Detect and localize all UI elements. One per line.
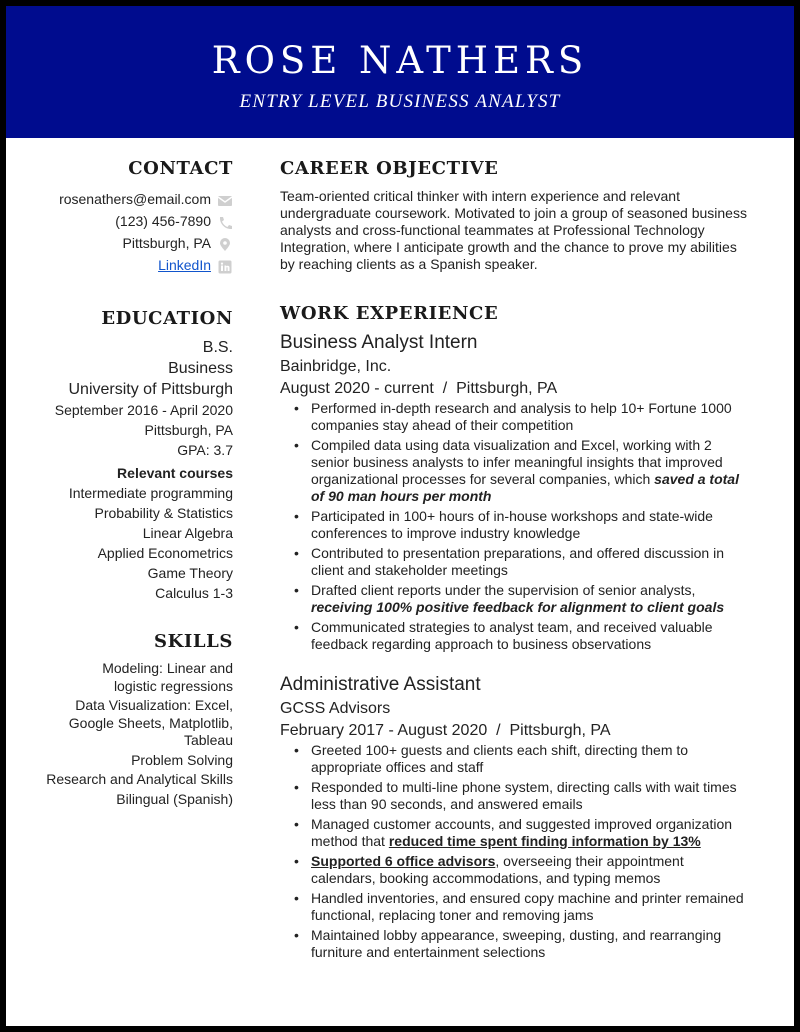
candidate-title: ENTRY LEVEL BUSINESS ANALYST — [239, 91, 561, 112]
major: Business — [168, 360, 233, 377]
skills-heading: SKILLS — [154, 631, 233, 652]
contact-heading: CONTACT — [128, 158, 233, 179]
objective-text: Team-oriented critical thinker with intern experience and relevant undergraduate coursework. Motivated to join a group of seasoned business analysts and cross-functional teammates at Professional Technology Integration, where I anticipate growth and the chance to prove my abilities by reaching clients as a Spanish speaker. — [280, 188, 747, 272]
bullet-item: • Contributed to presentation preparations, and offered discussion in client and stakeholder meetings — [294, 545, 750, 579]
bullet-item: • Supported 6 office advisors, overseeing their appointment calendars, booking accommodations, and typing memos — [294, 853, 750, 887]
job-entry — [280, 331, 750, 653]
job-bullets — [294, 742, 750, 961]
course-list — [36, 483, 233, 603]
course-item: Calculus 1-3 — [155, 585, 233, 601]
course-item: Linear Algebra — [142, 525, 233, 541]
skill-item: Problem Solving — [131, 751, 233, 768]
bullet-item: • Managed customer accounts, and suggested improved organization method that reduced time spent finding information by 13% — [294, 816, 750, 850]
skill-item: Data Visualization: Excel, Google Sheets, Matplotlib, Tableau — [68, 697, 233, 748]
job-dates: August 2020 - current / Pittsburgh, PA — [280, 380, 558, 397]
course-item: Game Theory — [147, 565, 233, 581]
skill-item: Bilingual (Spanish) — [116, 790, 233, 807]
contact-email — [36, 188, 233, 210]
school: University of Pittsburgh — [68, 381, 233, 398]
contact-list — [36, 188, 233, 276]
courses-heading: Relevant courses — [117, 465, 233, 481]
phone-text: (123) 456-7890 — [115, 213, 211, 229]
bullet-item: • Drafted client reports under the supervision of senior analysts, receiving 100% positive feedback for alignment to client goals — [294, 582, 750, 616]
education-location: Pittsburgh, PA — [144, 422, 233, 438]
highlight-text: Supported 6 office advisors — [311, 853, 496, 869]
bullet-item: • Handled inventories, and ensured copy machine and printer remained functional, replacing toner and removing jams — [294, 890, 750, 924]
highlight-text: saved a total of 90 man hours per month — [311, 471, 739, 504]
bullet-item: • Participated in 100+ hours of in-house workshops and state-wide conferences to improve industry knowledge — [294, 508, 750, 542]
skill-item: Research and Analytical Skills — [46, 771, 233, 787]
course-item: Probability & Statistics — [94, 505, 233, 521]
candidate-name: ROSE NATHERS — [211, 39, 589, 82]
contact-location — [36, 232, 233, 254]
contact-linkedin — [36, 254, 233, 276]
job-company: Bainbridge, Inc. — [280, 358, 392, 375]
map-pin-icon — [217, 236, 233, 250]
degree: B.S. — [202, 339, 233, 356]
linkedin-link[interactable]: LinkedIn — [158, 257, 211, 273]
bullet-item: • Compiled data using data visualization and Excel, working with 2 senior business analysts to infer meaningful insights that improved organizational processes for several companies, which saved a total of 90 man hours per month — [294, 437, 750, 505]
experience-heading: WORK EXPERIENCE — [280, 303, 499, 324]
skill-item: Modeling: Linear and logistic regressions — [102, 660, 233, 694]
job-company: GCSS Advisors — [280, 700, 391, 717]
job-title: Business Analyst Intern — [280, 332, 478, 353]
education-heading: EDUCATION — [101, 308, 233, 329]
phone-icon — [217, 214, 233, 228]
email-text: rosenathers@email.com — [59, 191, 211, 207]
job-dates: February 2017 - August 2020 / Pittsburgh, PA — [280, 722, 611, 739]
course-item: Applied Econometrics — [97, 545, 233, 561]
location-text: Pittsburgh, PA — [122, 235, 211, 251]
skills-list — [36, 660, 233, 808]
job-bullets — [294, 400, 750, 653]
contact-phone — [36, 210, 233, 232]
objective-heading: CAREER OBJECTIVE — [280, 158, 499, 179]
linkedin-icon — [217, 258, 233, 272]
right-column — [280, 156, 750, 964]
bullet-item: • Performed in-depth research and analysis to help 10+ Fortune 1000 companies stay ahead of their competition — [294, 400, 750, 434]
bullet-item: • Responded to multi-line phone system, directing calls with wait times less than 90 seconds, and answered emails — [294, 779, 750, 813]
bullet-item: • Greeted 100+ guests and clients each shift, directing them to appropriate offices and staff — [294, 742, 750, 776]
education-block — [36, 337, 233, 603]
gpa: GPA: 3.7 — [177, 442, 233, 458]
education-dates: September 2016 - April 2020 — [54, 402, 233, 418]
bullet-item: • Maintained lobby appearance, sweeping, dusting, and rearranging furniture and entertainment selections — [294, 927, 750, 961]
course-item: Intermediate programming — [68, 485, 233, 501]
left-column — [36, 156, 233, 810]
highlight-text: receiving 100% positive feedback for alignment to client goals — [311, 599, 725, 615]
envelope-icon — [217, 192, 233, 206]
resume-header — [6, 6, 794, 138]
highlight-text: reduced time spent finding information by 13% — [388, 833, 701, 849]
bullet-item: • Communicated strategies to analyst team, and received valuable feedback regarding approach to business observations — [294, 619, 750, 653]
job-title: Administrative Assistant — [280, 674, 481, 695]
job-entry — [280, 673, 750, 961]
resume-page — [6, 6, 794, 1026]
